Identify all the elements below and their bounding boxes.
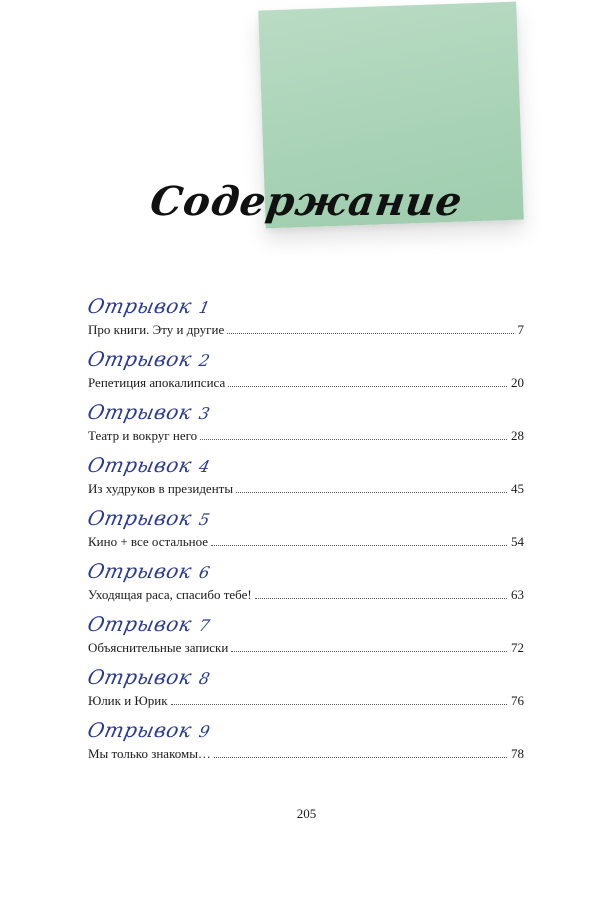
entry-label: [85, 506, 212, 530]
entry-title: Репетиция апокалипсиса: [88, 375, 226, 390]
entry-number: 5: [197, 510, 212, 529]
entry-number: 6: [197, 563, 212, 582]
entry-label: [85, 400, 212, 424]
entry-line: [88, 428, 524, 444]
page-number: 205: [296, 806, 317, 821]
entry-page: 72: [511, 640, 524, 655]
table-of-contents: [85, 292, 524, 769]
toc-entry: [85, 663, 524, 716]
entry-line: [88, 693, 524, 709]
toc-entry: [85, 504, 524, 557]
entry-line: [88, 322, 524, 338]
entry-label-text: Отрывок: [85, 612, 195, 636]
entry-number: 4: [197, 457, 212, 476]
entry-line: [88, 587, 524, 603]
dot-leader: [231, 651, 507, 652]
entry-number: 8: [197, 669, 212, 688]
dot-leader: [236, 492, 507, 493]
entry-label: [85, 559, 212, 583]
entry-number: 9: [197, 722, 212, 741]
entry-page: 7: [517, 322, 524, 337]
dot-leader: [171, 704, 507, 705]
entry-page: 28: [511, 428, 524, 443]
toc-entry: [85, 345, 524, 398]
entry-title: Мы только знакомы…: [88, 746, 211, 761]
dot-leader: [227, 333, 513, 334]
entry-line: [88, 640, 524, 656]
entry-label-text: Отрывок: [85, 506, 195, 530]
entry-label: [85, 294, 212, 318]
entry-page: 63: [511, 587, 524, 602]
entry-title: Из худруков в президенты: [88, 481, 234, 496]
entry-page: 54: [511, 534, 524, 549]
toc-entry: [85, 557, 524, 610]
entry-number: 7: [197, 616, 212, 635]
entry-title: Объяснительные записки: [88, 640, 229, 655]
toc-entry: [85, 716, 524, 769]
toc-entry: [85, 398, 524, 451]
dot-leader: [200, 439, 507, 440]
dot-leader: [255, 598, 507, 599]
entry-page: 78: [511, 746, 524, 761]
dot-leader: [211, 545, 507, 546]
dot-leader: [228, 386, 507, 387]
entry-line: [88, 534, 524, 550]
toc-entry: [85, 451, 524, 504]
entry-label-text: Отрывок: [85, 718, 195, 742]
entry-title: Юлик и Юрик: [88, 693, 168, 708]
entry-line: [88, 481, 524, 497]
entry-line: [88, 746, 524, 762]
entry-line: [88, 375, 524, 391]
entry-title: Про книги. Эту и другие: [88, 322, 225, 337]
entry-label: [85, 453, 212, 477]
page-title: Содержание: [147, 178, 466, 225]
entry-title: Театр и вокруг него: [88, 428, 198, 443]
entry-number: 1: [197, 298, 212, 317]
entry-label: [85, 612, 212, 636]
entry-label-text: Отрывок: [85, 294, 195, 318]
entry-label-text: Отрывок: [85, 400, 195, 424]
entry-label-text: Отрывок: [85, 665, 195, 689]
entry-number: 2: [197, 351, 212, 370]
entry-label: [85, 665, 212, 689]
entry-title: Кино + все остальное: [88, 534, 209, 549]
toc-entry: [85, 292, 524, 345]
entry-label-text: Отрывок: [85, 453, 195, 477]
entry-title: Уходящая раса, спасибо тебе!: [88, 587, 252, 602]
entry-label: [85, 718, 212, 742]
entry-page: 45: [511, 481, 524, 496]
entry-label-text: Отрывок: [85, 559, 195, 583]
entry-page: 20: [511, 375, 524, 390]
dot-leader: [214, 757, 507, 758]
toc-entry: [85, 610, 524, 663]
entry-label-text: Отрывок: [85, 347, 195, 371]
entry-page: 76: [511, 693, 524, 708]
entry-label: [85, 347, 212, 371]
entry-number: 3: [197, 404, 212, 423]
